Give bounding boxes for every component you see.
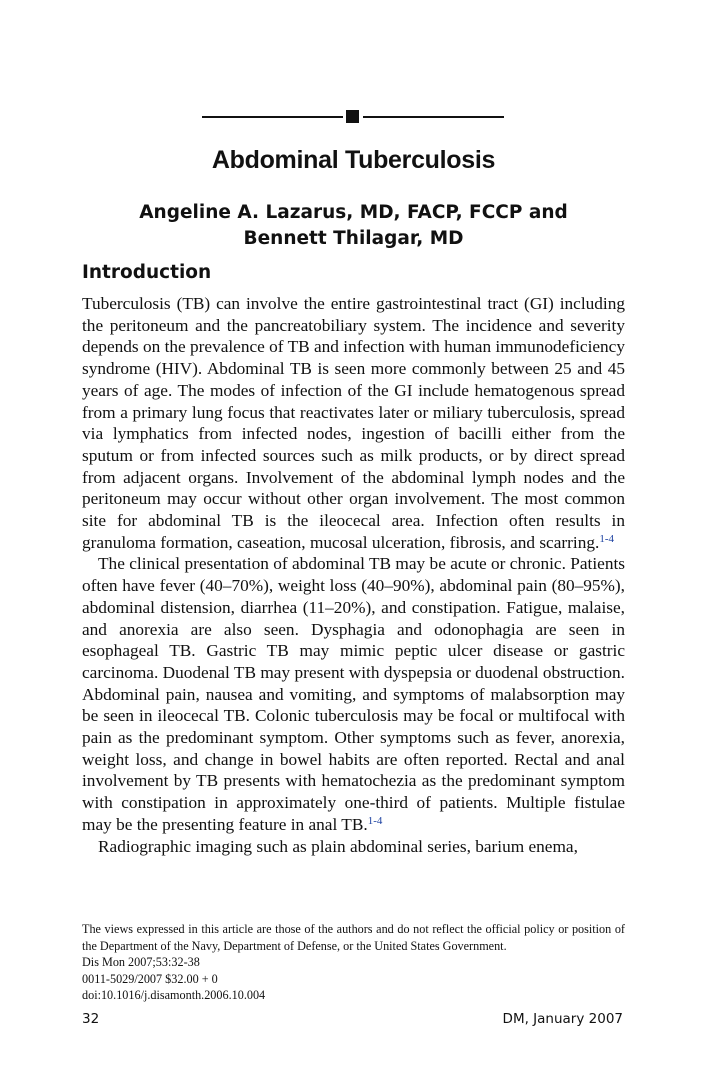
reference-link[interactable]: 1-4: [367, 814, 383, 827]
paragraph-2: [82, 553, 625, 835]
authors-line-1: Angeline A. Lazarus, MD, FACP, FCCP and: [139, 202, 568, 223]
footnote-doi: doi:10.1016/j.disamonth.2006.10.004: [82, 988, 266, 1002]
reference-link[interactable]: 1-4: [599, 532, 614, 545]
journal-issue: DM, January 2007: [502, 1011, 623, 1027]
paragraph-1: [82, 293, 625, 553]
paragraph-2-text: The clinical presentation of abdominal TB may be acute or chronic. Patients often have fever (40–70%), weight loss (40–90%), abdominal pain (80–95%), abdominal distension, diarrhea (11–20%), and constipation. Fatigue, malaise, and anorexia are also seen. Dysphagia and odonophagia are seen in esophageal TB. Gastric TB may mimic peptic ulcer disease or gastric carcinoma. Duodenal TB may present with dyspepsia or duodenal obstruction. Abdominal pain, nausea and vomiting, and symptoms of malabsorption may be seen in ileocecal TB. Colonic tuberculosis may be focal or multifocal with pain as the predominant symptom. Other symptoms such as fever, anorexia, weight loss, and change in bowel habits are often reported. Rectal and anal involvement by TB presents with hematochezia as the predominant symptom with constipation in approximately one-third of patients. Multiple fistulae may be the presenting feature in anal TB.: [82, 554, 625, 834]
page-number: 32: [82, 1011, 100, 1027]
title-ornament: [202, 109, 504, 123]
author-list: [82, 200, 625, 252]
authors-line-2: Bennett Thilagar, MD: [243, 228, 464, 249]
footnote-issn: 0011-5029/2007 $32.00 + 0: [82, 971, 218, 986]
footnote-citation: Dis Mon 2007;53:32-38: [82, 955, 200, 969]
paragraph-3: Radiographic imaging such as plain abdominal series, barium enema,: [98, 836, 578, 856]
paragraph-1-text: Tuberculosis (TB) can involve the entire gastrointestinal tract (GI) including the peritoneum and the pancreatobiliary system. The incidence and severity depends on the prevalence of TB and infection with human immunodeficiency syndrome (HIV). Abdominal TB is seen more commonly between 25 and 45 years of age. The modes of infection of the GI include hematogenous spread from a primary lung focus that reactivates later or miliary tuberculosis, spread via lymphatics from infected nodes, ingestion of bacilli either from the sputum or from infected sources such as milk products, or by direct spread from adjacent organs. Involvement of the abdominal lymph nodes and the peritoneum may occur without other organ involvement. The most common site for abdominal TB is the ileocecal area. Infection often results in granuloma formation, caseation, mucosal ulceration, fibrosis, and scarring.: [82, 294, 625, 552]
article-title: Abdominal Tuberculosis: [211, 146, 496, 174]
ornament-square-icon: [346, 110, 359, 123]
ornament-left-rule: [202, 116, 343, 118]
article-body: [82, 293, 625, 857]
footnote-block: [82, 921, 625, 1004]
section-heading: Introduction: [82, 262, 212, 283]
footnote-disclaimer: The views expressed in this article are those of the authors and do not reflect the official policy or position of the Department of the Navy, Department of Defense, or the United States Government.: [82, 922, 625, 953]
ornament-right-rule: [363, 116, 504, 118]
